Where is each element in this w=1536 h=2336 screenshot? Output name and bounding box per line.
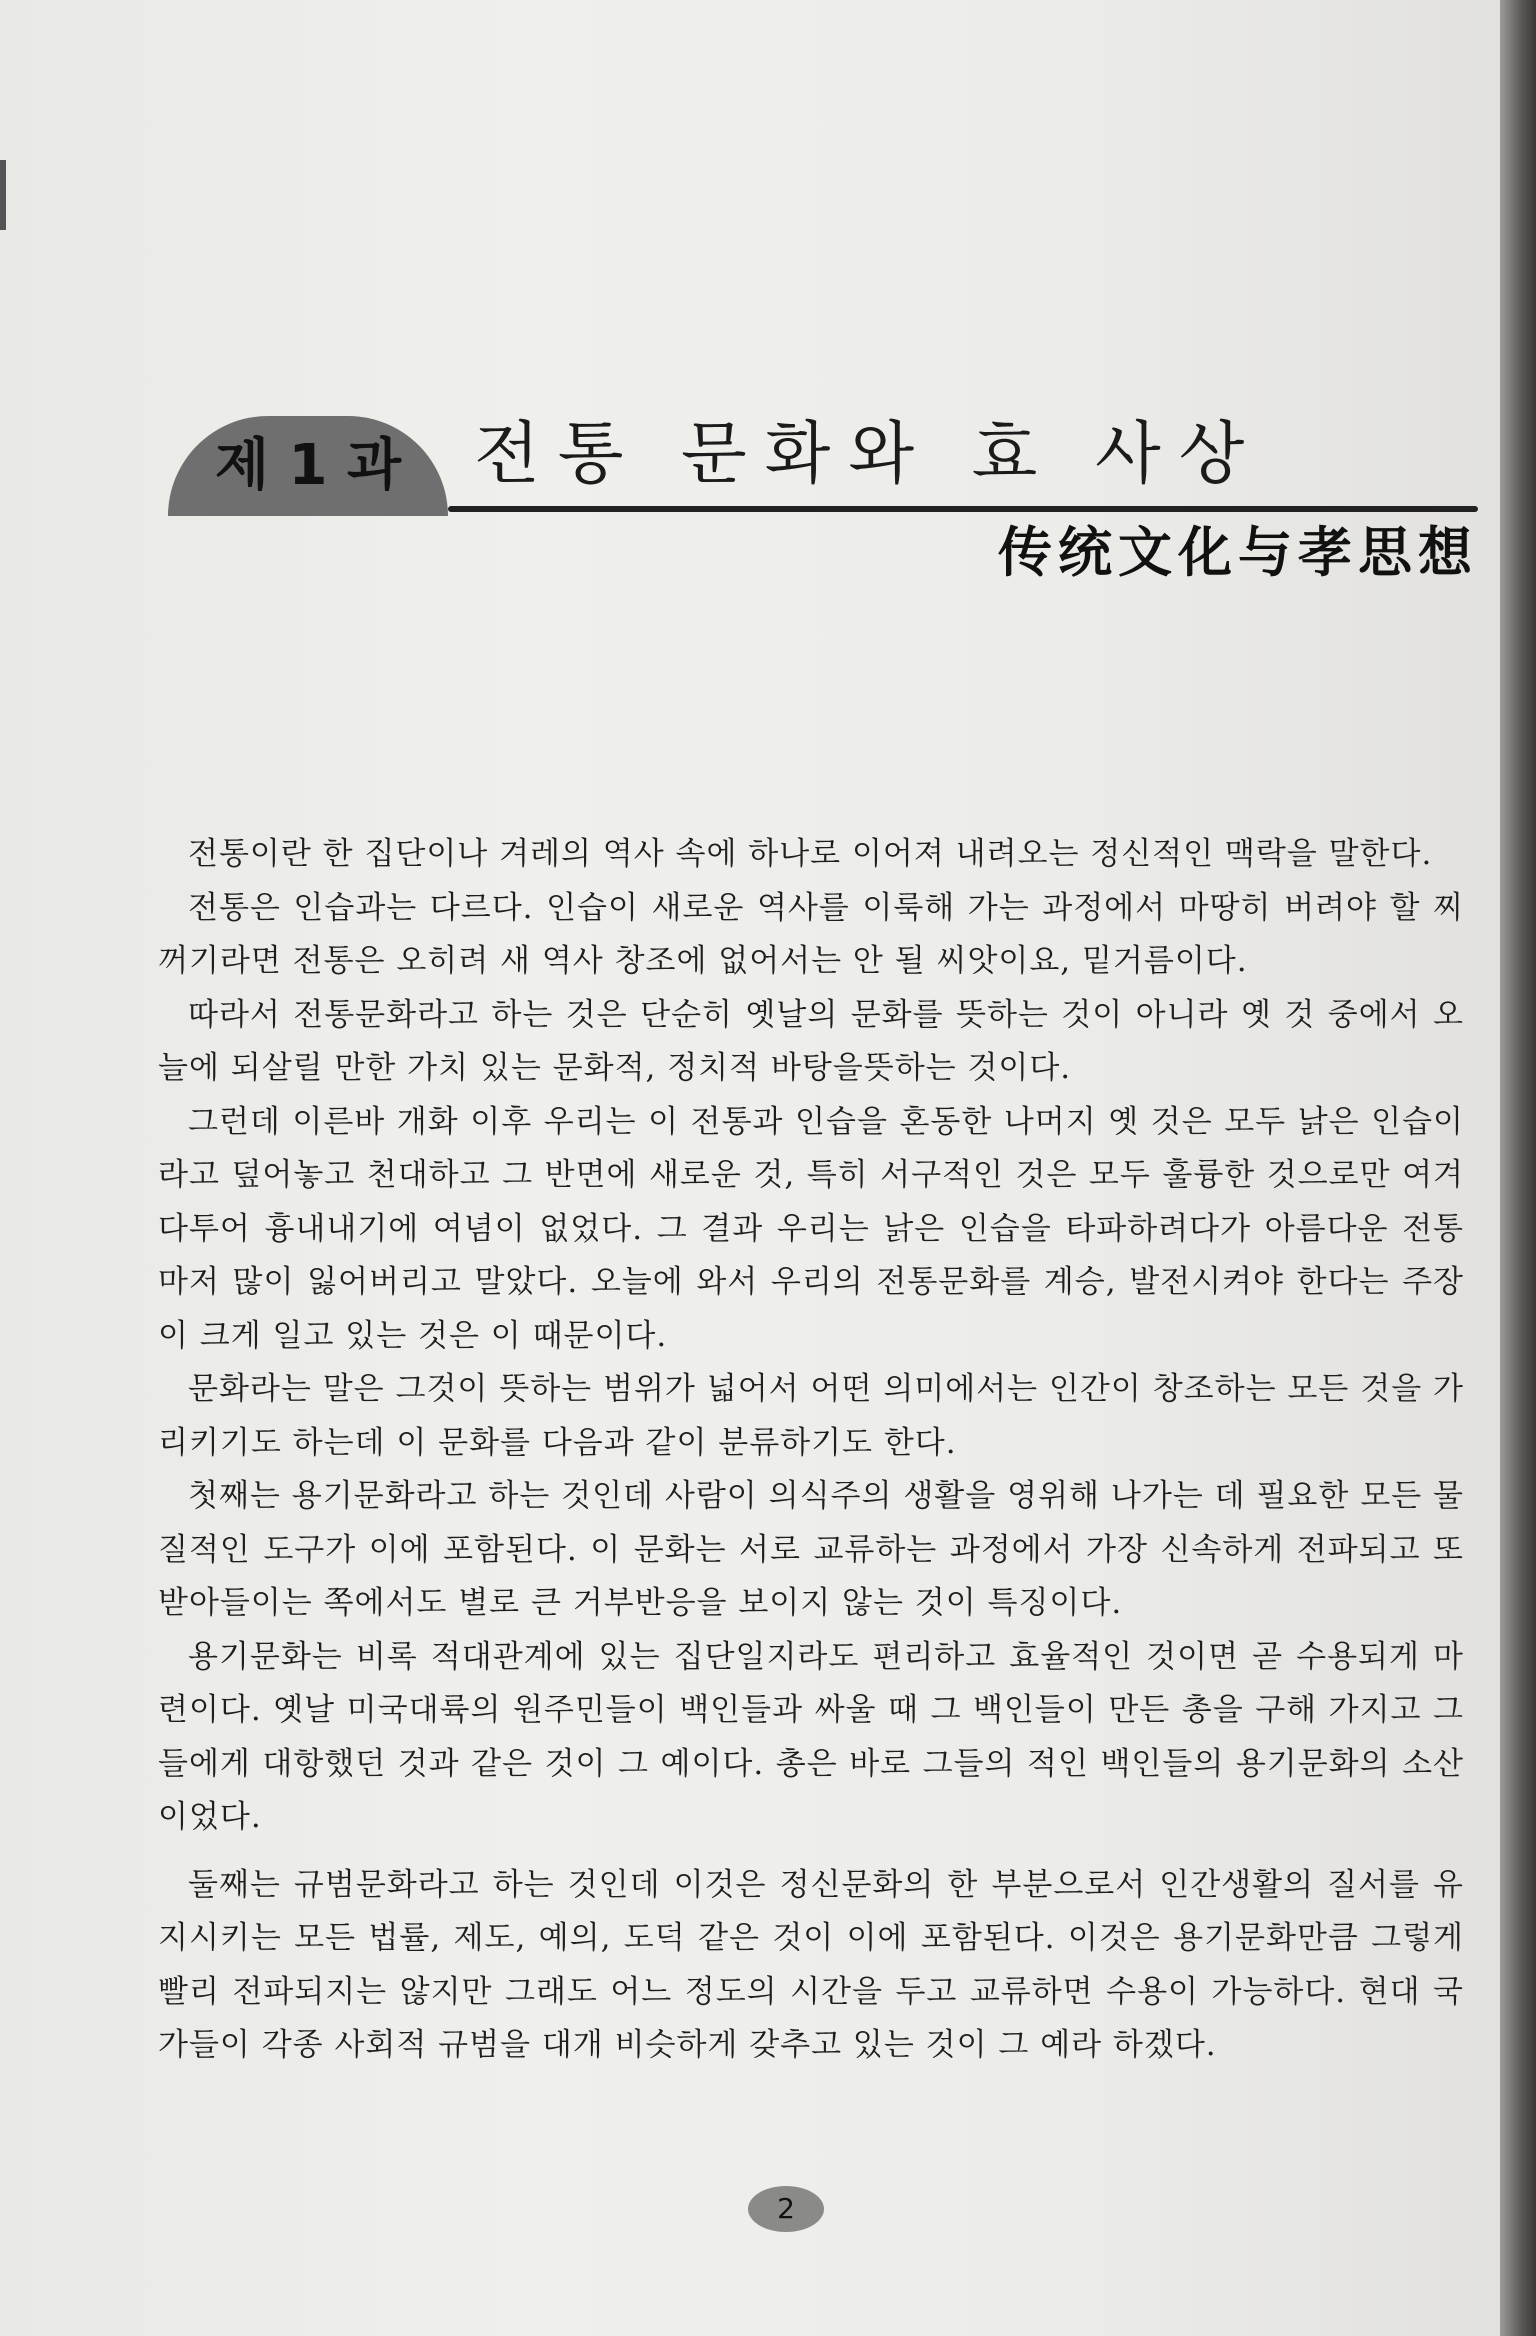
binding-mark [0,160,6,230]
paragraph: 첫째는 용기문화라고 하는 것인데 사람이 의식주의 생활을 영위해 나가는 데 필요한 모든 물질적인 도구가 이에 포함된다. 이 문화는 서로 교류하는 과정에서 가장 신속하게 전파되고 또 받아들이는 쪽에서도 별로 큰 거부반응을 보이지 않는 것이 특징이다. [158,1478,1464,1621]
lesson-title-korean: 전통 문화와 효 사상 [474,415,1263,494]
lesson-title-chinese: 传统文化与孝思想 [998,520,1478,584]
lesson-header [168,380,1478,590]
paragraph: 그런데 이른바 개화 이후 우리는 이 전통과 인습을 혼동한 나머지 옛 것은 모두 낡은 인습이라고 덮어놓고 천대하고 그 반면에 새로운 것, 특히 서구적인 것은 모두 훌륭한 것으로만 여겨 다투어 흉내내기에 여념이 없었다. 그 결과 우리는 낡은 인습을 타파하려다가 아름다운 전통마저 많이 잃어버리고 말았다. 오늘에 와서 우리의 전통문화를 계승, 발전시켜야 한다는 주장이 크게 일고 있는 것은 이 때문이다. [158,1103,1464,1354]
paragraph: 전통은 인습과는 다르다. 인습이 새로운 역사를 이룩해 가는 과정에서 마땅히 버려야 할 찌꺼기라면 전통은 오히려 새 역사 창조에 없어서는 안 될 씨앗이요, 밑거름이다. [158,889,1464,979]
paragraph: 둘째는 규범문화라고 하는 것인데 이것은 정신문화의 한 부분으로서 인간생활의 질서를 유지시키는 모든 법률, 제도, 예의, 도덕 같은 것이 이에 포함된다. 이것은 용기문화만큼 그렇게 빨리 전파되지는 않지만 그래도 어느 정도의 시간을 두고 교류하면 수용이 가능하다. 현대 국가들이 각종 사회적 규범을 대개 비슷하게 갖추고 있는 것이 그 예라 하겠다. [158,1866,1464,2063]
paragraph: 문화라는 말은 그것이 뜻하는 범위가 넓어서 어떤 의미에서는 인간이 창조하는 모든 것을 가리키기도 하는데 이 문화를 다음과 같이 분류하기도 한다. [158,1371,1464,1461]
lesson-body [158,828,1464,2073]
paragraph: 전통이란 한 집단이나 겨레의 역사 속에 하나로 이어져 내려오는 정신적인 맥락을 말한다. [188,836,1433,872]
paragraph: 용기문화는 비록 적대관계에 있는 집단일지라도 편리하고 효율적인 것이면 곧 수용되게 마련이다. 옛날 미국대륙의 원주민들이 백인들과 싸울 때 그 백인들이 만든 총을 구해 가지고 그들에게 대항했던 것과 같은 것이 그 예이다. 총은 바로 그들의 적인 백인들의 용기문화의 소산이었다. [158,1638,1464,1835]
book-edge-shadow [1500,0,1536,2336]
paragraph: 따라서 전통문화라고 하는 것은 단순히 옛날의 문화를 뜻하는 것이 아니라 옛 것 중에서 오늘에 되살릴 만한 가치 있는 문화적, 정치적 바탕을뜻하는 것이다. [158,996,1464,1086]
page-number: 2 [748,2186,824,2232]
lesson-number-badge: 제 1 과 [168,416,448,516]
